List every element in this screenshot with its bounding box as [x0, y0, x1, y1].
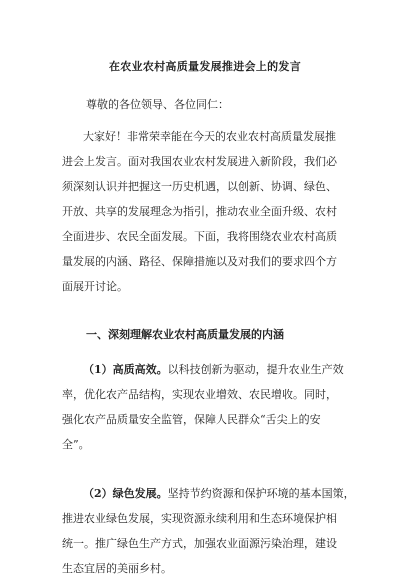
- intro-line: 量发展的内涵、路径、保障措施以及对我们的要求四个方: [62, 255, 337, 268]
- intro-line: 面展开讨论。: [62, 280, 128, 293]
- point-1-line: 强化农产品质量安全监管，保障人民群众“舌尖上的安: [62, 413, 321, 426]
- point-1-label: （1）高质高效。: [83, 363, 168, 376]
- point-2-line: 推进农业绿色发展，实现资源永续利用和生态环境保护相: [62, 512, 337, 525]
- document-title: 在农业农村高质量发展推进会上的发言: [108, 60, 302, 73]
- intro-line: 进会上发言。面对我国农业农村发展进入新阶段，我们必: [62, 155, 337, 168]
- point-1-line: 率，优化农产品结构，实现农业增效、农民增收。同时，: [62, 388, 337, 401]
- point-1-line: 全”。: [62, 438, 90, 451]
- greeting: 尊敬的各位领导、各位同仁：: [86, 98, 229, 111]
- point-1-paragraph: [62, 357, 352, 457]
- intro-line: 开放、共享的发展理念为指引，推动农业全面升级、农村: [62, 205, 337, 218]
- intro-line: 须深刻认识并把握这一历史机遇，以创新、协调、绿色、: [62, 180, 337, 193]
- point-2-first-line: [62, 481, 355, 506]
- point-2-paragraph: [62, 481, 355, 581]
- point-2-line: 统一。推广绿色生产方式，加强农业面源污染治理，建设: [62, 537, 337, 550]
- point-2-line: 生态宜居的美丽乡村。: [62, 562, 172, 575]
- intro-line: 大家好！非常荣幸能在今天的农业农村高质量发展推: [83, 130, 336, 143]
- point-2-first-line-text: 坚持节约资源和保护环境的基本国策，: [167, 487, 355, 500]
- intro-paragraph: [62, 124, 352, 299]
- point-1-first-line: [62, 357, 352, 382]
- point-2-label: （2）绿色发展。: [83, 487, 168, 500]
- point-1-first-line-text: 以科技创新为驱动，提升农业生产效: [167, 363, 344, 376]
- section-heading: 一、深刻理解农业农村高质量发展的内涵: [86, 328, 284, 341]
- intro-line: 全面进步、农民全面发展。下面，我将围绕农业农村高质: [62, 230, 337, 243]
